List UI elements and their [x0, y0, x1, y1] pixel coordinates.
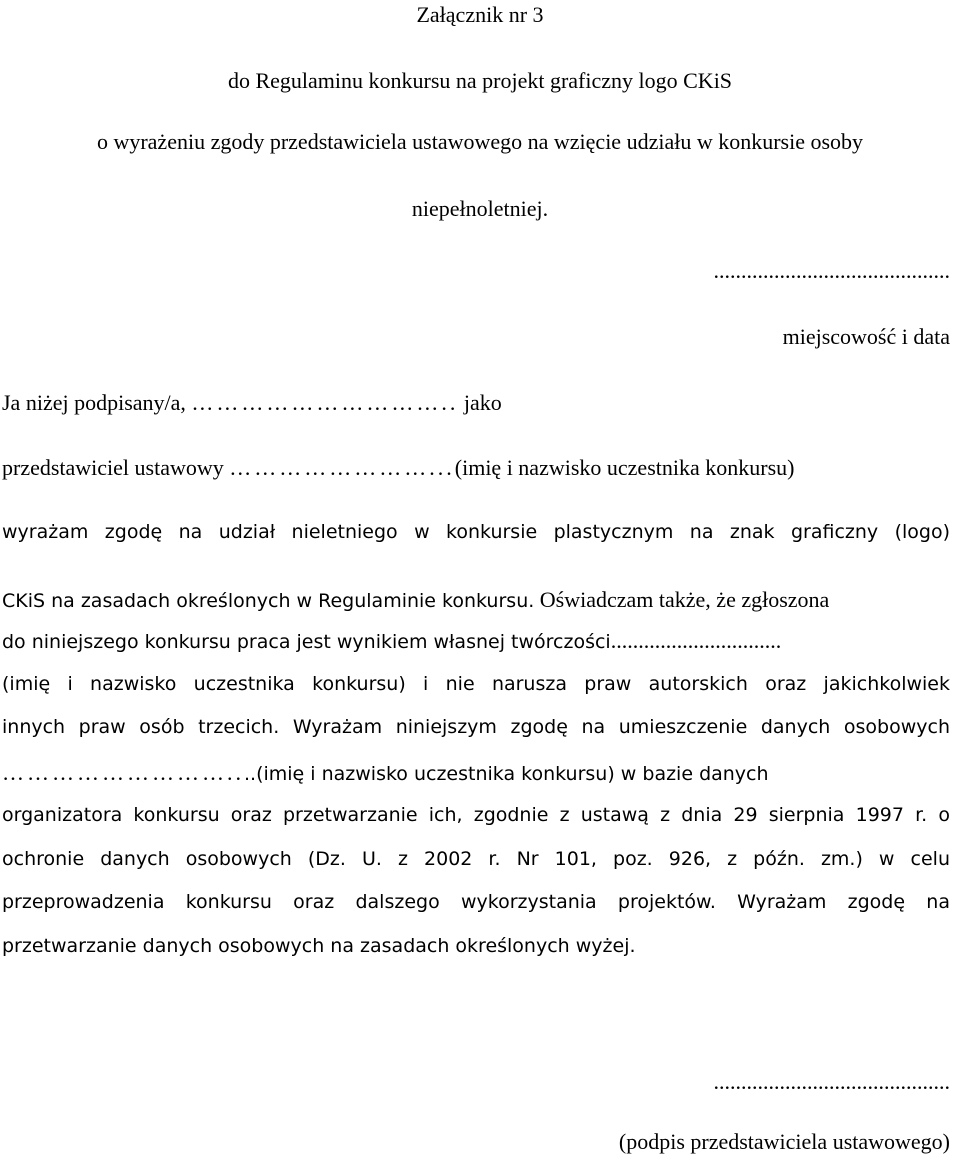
body-line-11: przeprowadzenia konkursu oraz dalszego wykorzystania projektów. Wyrażam zgodę na	[2, 891, 950, 913]
participant-name-hint: (imię i nazwisko uczestnika konkursu)	[454, 455, 795, 480]
subject-line-2: niepełnoletniej.	[411, 196, 549, 221]
place-date-label: miejscowość i data	[782, 324, 950, 349]
own-work-dots: ...............................	[610, 628, 782, 653]
rules-text: CKiS na zasadach określonych w Regulaminie konkursu.	[2, 590, 535, 612]
as-text: jako	[458, 390, 502, 415]
signature-dots: ...........................................	[713, 1069, 950, 1094]
body-line-9: organizatora konkursu oraz przetwarzanie ich, zgodnie z ustawą z dnia 29 sierpnia 1997 r. o	[2, 804, 950, 826]
body-line-7: innych praw osób trzecich. Wyrażam niniejszym zgodę na umieszczenie danych osobowych	[2, 716, 950, 738]
declaration-text: Oświadczam także, że zgłoszona	[534, 587, 830, 612]
body-line-2	[2, 457, 794, 479]
body-line-10: ochronie danych osobowych (Dz. U. z 2002 r. Nr 101, poz. 926, z późn. zm.) w celu	[2, 848, 950, 870]
participant-dots: ……………………...	[229, 455, 455, 480]
intro-text: Ja niżej podpisany/a,	[2, 390, 186, 415]
name-dots: …………………………..	[191, 390, 459, 415]
body-line-3: wyrażam zgodę na udział nieletniego w konkursie plastycznym na znak graficzny (logo)	[2, 521, 950, 543]
body-line-4	[2, 589, 829, 611]
attachment-title: Załącznik nr 3	[416, 2, 544, 27]
body-line-6: (imię i nazwisko uczestnika konkursu) i nie narusza praw autorskich oraz jakichkolwiek	[2, 673, 950, 695]
place-date-dots: ...........................................	[713, 258, 950, 283]
signature-label: (podpis przedstawiciela ustawowego)	[618, 1129, 950, 1154]
regulation-subtitle: do Regulaminu konkursu na projekt graficzny logo CKiS	[227, 68, 733, 93]
data-base-dots: ………………………..	[2, 760, 244, 785]
database-text: ..(imię i nazwisko uczestnika konkursu) w bazie danych	[244, 763, 769, 785]
body-line-12: przetwarzanie danych osobowych na zasadach określonych wyżej.	[2, 935, 636, 957]
own-work-text: do niniejszego konkursu praca jest wynikiem własnej twórczości	[2, 631, 611, 653]
subject-line-1: o wyrażeniu zgody przedstawiciela ustawowego na wzięcie udziału w konkursie osoby	[96, 129, 864, 154]
representative-text: przedstawiciel ustawowy	[2, 455, 224, 480]
body-line-5	[2, 630, 781, 652]
body-line-8	[2, 762, 769, 784]
body-line-1	[2, 392, 502, 414]
